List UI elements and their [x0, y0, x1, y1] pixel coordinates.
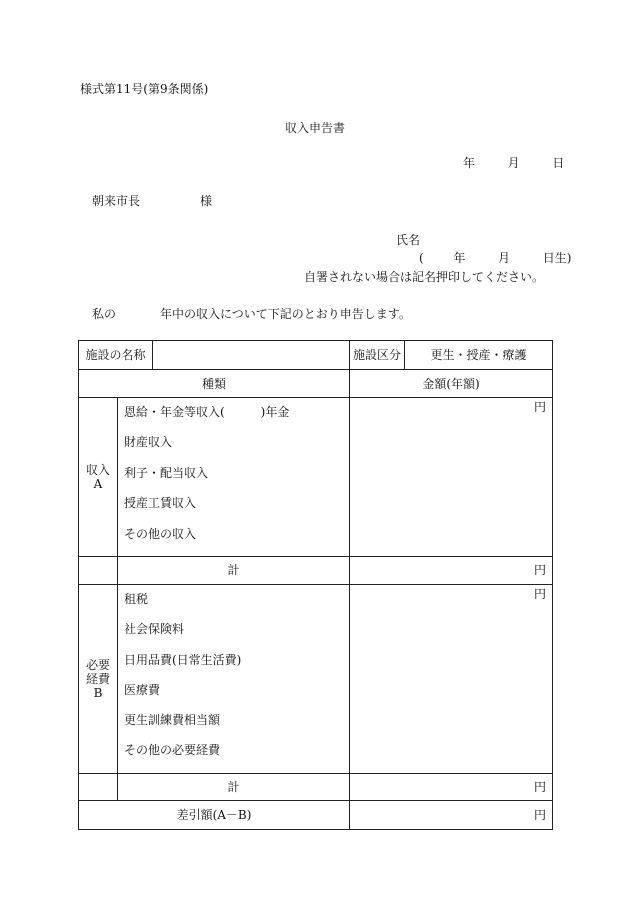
page-title: 収入申告書 — [284, 121, 345, 135]
birth-year-label: 年 — [453, 251, 466, 265]
amount-column-header: 金額(年額) — [350, 370, 553, 398]
expense-items-list — [118, 584, 350, 773]
type-column-header: 種類 — [79, 370, 350, 398]
income-items-list — [118, 398, 350, 557]
expense-item-tax: 租税 — [124, 591, 149, 606]
income-item-property: 財産収入 — [124, 435, 173, 450]
facility-type-options[interactable]: 更生・授産・療護 — [405, 341, 553, 370]
declaration — [92, 305, 411, 322]
form-number: 様式第11号(第9条関係) — [80, 82, 209, 96]
date-row — [463, 154, 564, 171]
declaration-suffix: 年中の収入について下記のとおり申告します。 — [160, 307, 411, 321]
addressee — [92, 192, 212, 209]
birth-month-label: 月 — [498, 251, 511, 265]
income-label-line1: 収入 — [85, 462, 110, 477]
income-item-workshop-wage: 授産工賃収入 — [124, 496, 197, 511]
income-amount-field[interactable] — [350, 398, 553, 557]
income-total-amount-field[interactable] — [350, 556, 553, 584]
income-declaration-table — [78, 340, 553, 830]
yen-unit: 円 — [534, 563, 547, 578]
income-section-label — [79, 398, 118, 557]
applicant-name-label: 氏名 — [396, 233, 421, 247]
income-total-label: 計 — [118, 556, 350, 584]
facility-name-field[interactable] — [153, 341, 350, 370]
expense-label-line2: 経費 — [85, 671, 110, 686]
income-total-spacer — [79, 556, 118, 584]
yen-unit: 円 — [534, 586, 547, 601]
expense-label-line1: 必要 — [85, 657, 110, 672]
date-month-label: 月 — [507, 156, 520, 170]
birth-day-label: 日生) — [542, 251, 572, 265]
expense-total-spacer — [79, 773, 118, 800]
income-item-pension: 恩給・年金等収入( )年金 — [124, 405, 290, 419]
expense-item-rehabilitation: 更生訓練費相当額 — [124, 713, 221, 728]
addressee-name: 朝来市長 — [92, 194, 141, 208]
expense-amount-field[interactable] — [350, 584, 553, 773]
facility-name-label: 施設の名称 — [79, 341, 153, 370]
birth-open-paren: ( — [419, 251, 424, 265]
honorific: 様 — [200, 194, 213, 208]
difference-amount-field[interactable] — [350, 800, 553, 829]
yen-unit: 円 — [534, 779, 547, 794]
income-label-line2: A — [93, 476, 103, 491]
declaration-prefix: 私の — [92, 307, 117, 321]
income-item-interest-dividend: 利子・配当収入 — [124, 465, 209, 480]
expense-total-amount-field[interactable] — [350, 773, 553, 800]
difference-label: 差引額(A－B) — [79, 800, 350, 829]
signature-note: 自署されない場合は記名押印してください。 — [303, 270, 544, 284]
facility-type-label: 施設区分 — [350, 341, 405, 370]
date-year-label: 年 — [463, 156, 476, 170]
yen-unit: 円 — [534, 400, 547, 414]
expense-item-daily-goods: 日用品費(日常生活費) — [124, 652, 242, 667]
expense-item-other: その他の必要経費 — [124, 743, 221, 758]
income-item-other: その他の収入 — [124, 526, 197, 541]
expense-section-label — [79, 584, 118, 773]
expense-item-social-insurance: 社会保険料 — [124, 622, 185, 637]
birth-date-row — [419, 249, 571, 266]
expense-label-line3: B — [93, 685, 103, 700]
yen-unit: 円 — [534, 807, 547, 822]
expense-total-label: 計 — [118, 773, 350, 800]
expense-item-medical: 医療費 — [124, 682, 161, 697]
date-day-label: 日 — [552, 156, 565, 170]
